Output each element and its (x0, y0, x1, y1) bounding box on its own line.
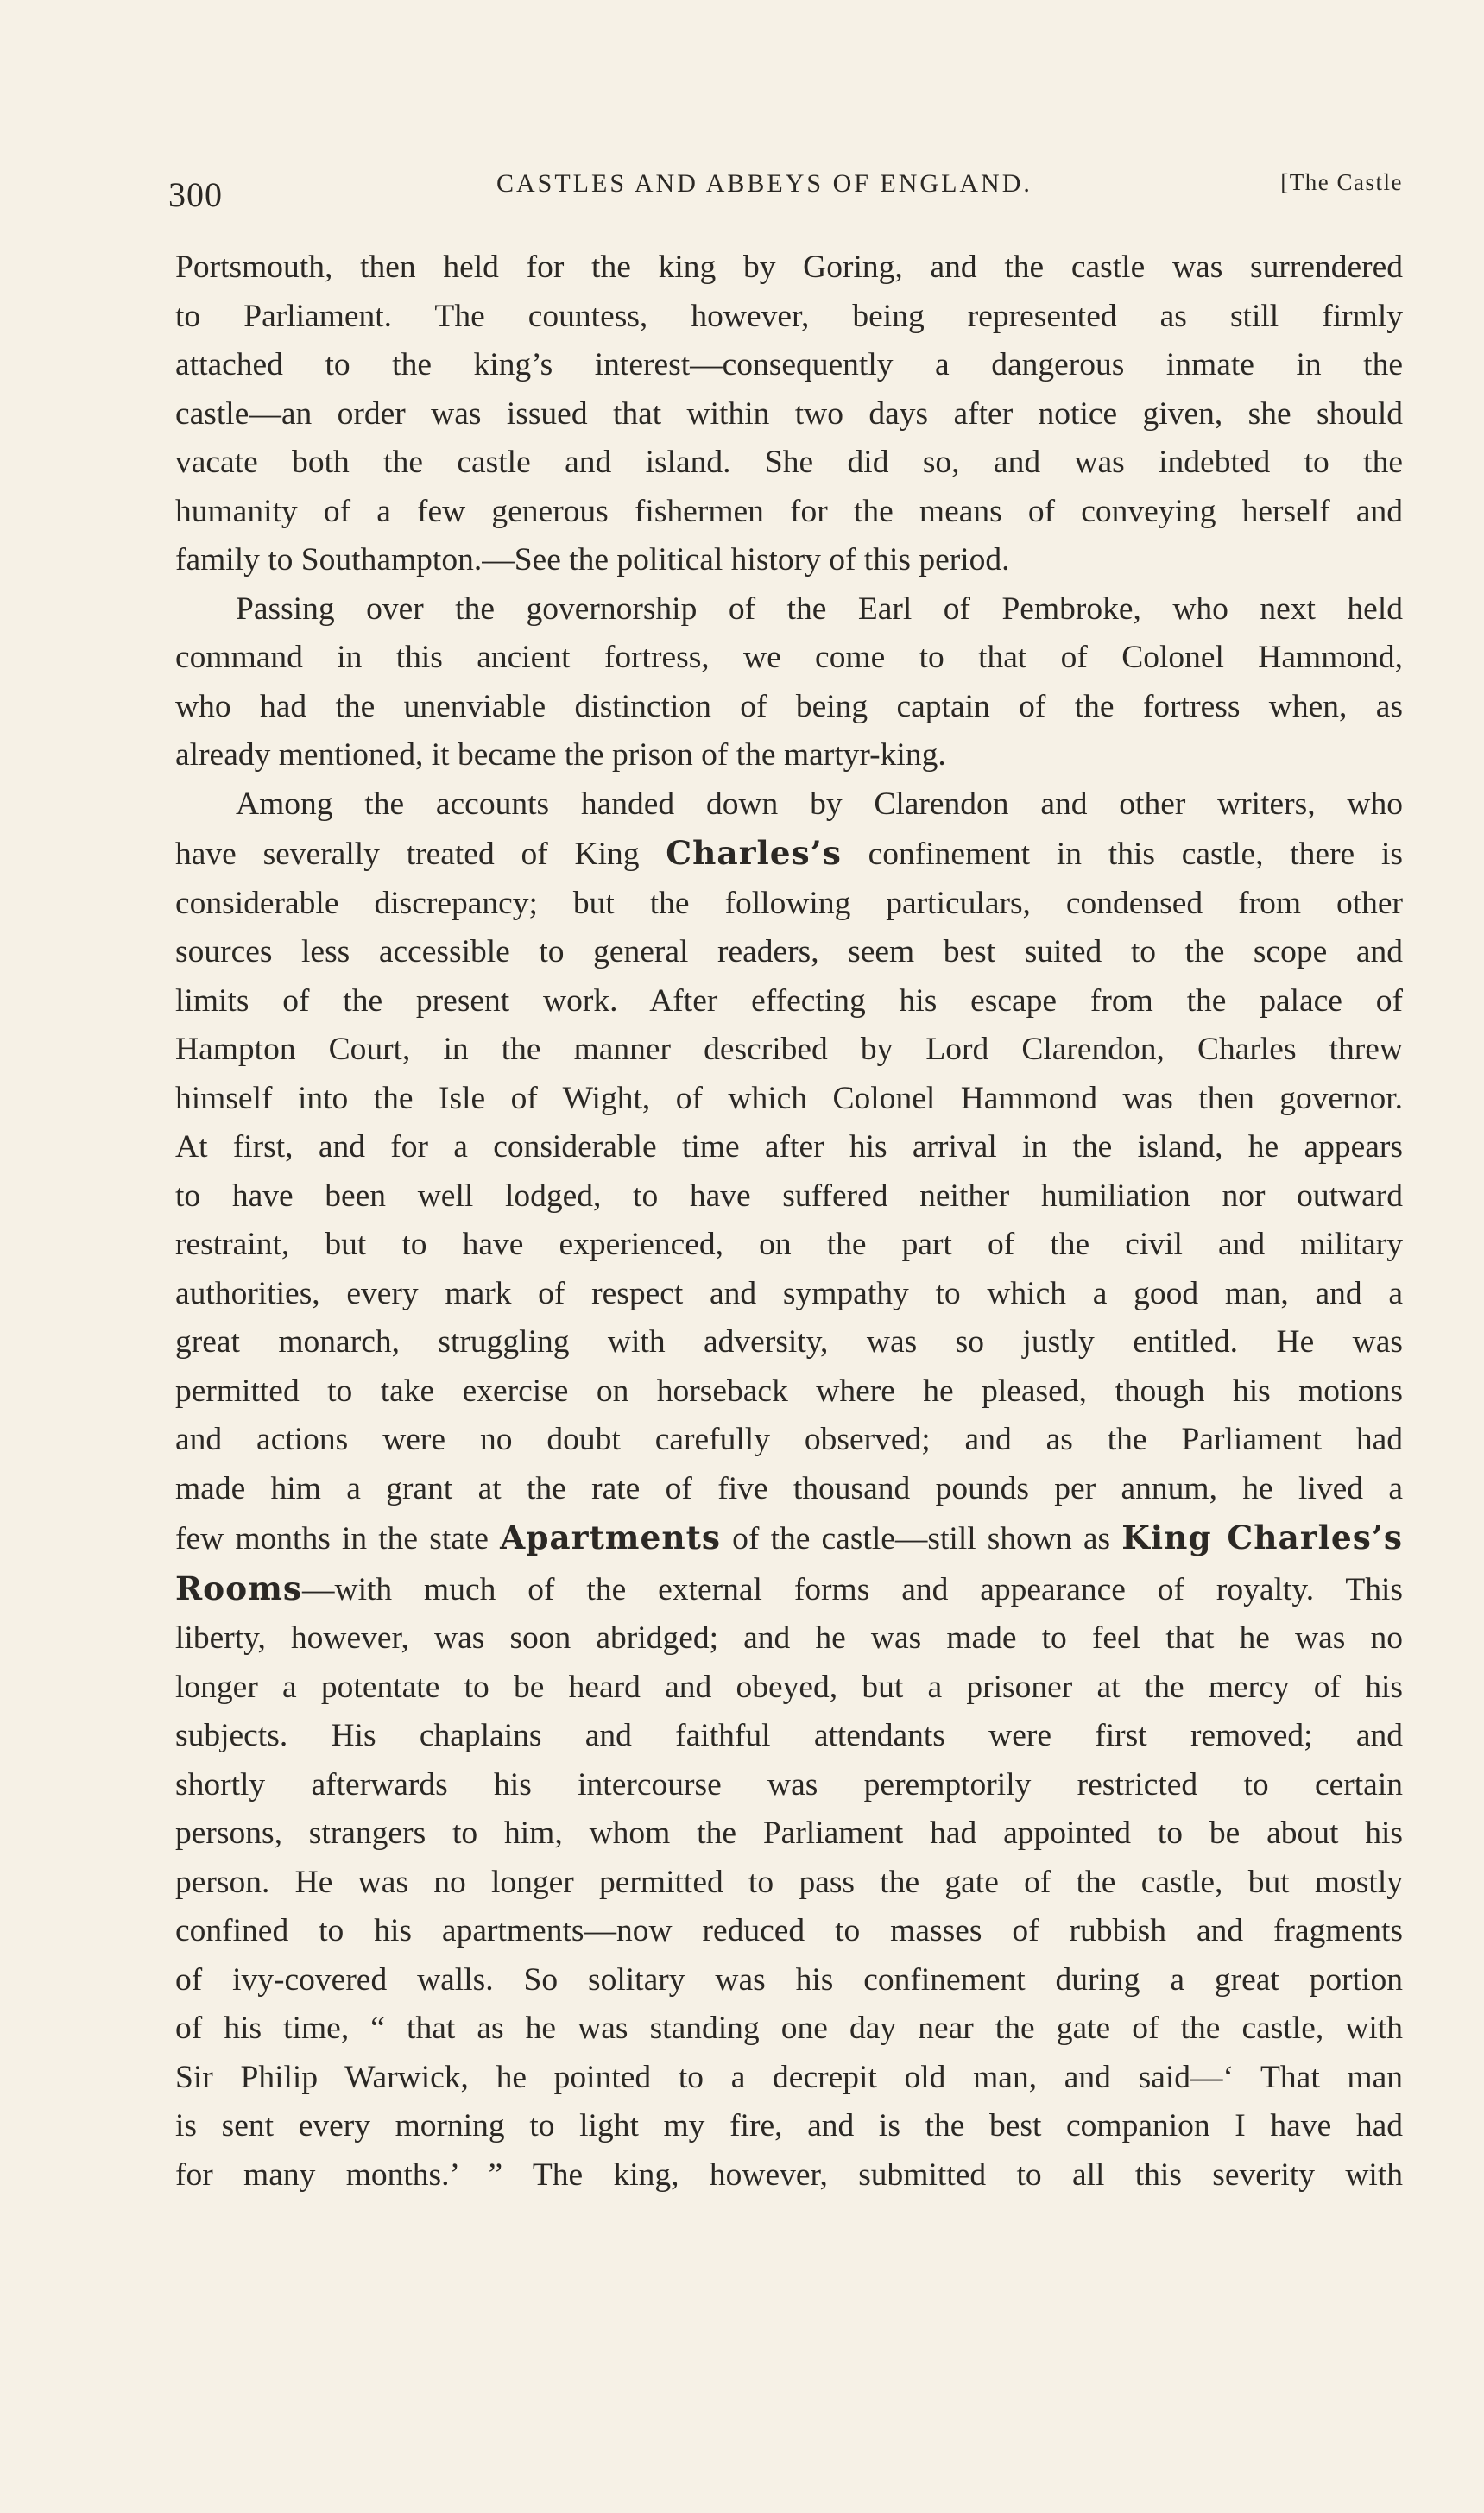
text-line: to Parliament. The countess, however, being represented as still firmly (175, 298, 1403, 334)
text-line: who had the unenviable distinction of being captain of the fortress when, as (175, 688, 1403, 724)
text-line: liberty, however, was soon abridged; and he was made to feel that he was no (175, 1620, 1403, 1656)
text-line: for many months.’ ” The king, however, submitted to all this severity with (175, 2156, 1403, 2193)
text-line: great monarch, struggling with adversity, was so justly entitled. He was (175, 1324, 1403, 1360)
text-line: permitted to take exercise on horseback where he pleased, though his motions (175, 1373, 1403, 1409)
text-line: Hampton Court, in the manner described by Lord Clarendon, Charles threw (175, 1032, 1403, 1067)
text-line: attached to the king’s interest—consequently a dangerous inmate in the (175, 347, 1403, 382)
text-line: longer a potentate to be heard and obeyed, but a prisoner at the mercy of his (175, 1669, 1403, 1705)
text-line: person. He was no longer permitted to pass the gate of the castle, but mostly (175, 1864, 1403, 1900)
text-line: At first, and for a considerable time after his arrival in the island, he appears (175, 1129, 1403, 1165)
text-segment: have severally treated of King (175, 837, 666, 872)
blackletter-word: Rooms (175, 1569, 302, 1607)
text-line (175, 1564, 1403, 1615)
text-segment: few months in the state (175, 1521, 501, 1556)
blackletter-word: King Charles’s (1121, 1519, 1403, 1556)
text-line: family to Southampton.—See the political history of this period. (175, 542, 1010, 578)
running-head (168, 169, 1403, 212)
text-line: sources less accessible to general readers, seem best suited to the scope and (175, 934, 1403, 969)
text-line: to have been well lodged, to have suffered neither humiliation nor outward (175, 1178, 1403, 1214)
text-line (175, 829, 1403, 880)
running-title: CASTLES AND ABBEYS OF ENGLAND. (496, 169, 1032, 198)
text-line: vacate both the castle and island. She did so, and was indebted to the (175, 445, 1403, 480)
text-line: Portsmouth, then held for the king by Goring, and the castle was surrendered (175, 249, 1403, 285)
text-line: Sir Philip Warwick, he pointed to a decrepit old man, and said—‘ That man (175, 2059, 1403, 2095)
text-line: confined to his apartments—now reduced to masses of rubbish and fragments (175, 1913, 1403, 1948)
text-line: made him a grant at the rate of five thousand pounds per annum, he lived a (175, 1470, 1403, 1506)
running-section: [The Castle (1280, 169, 1403, 195)
text-line: is sent every morning to light my fire, and is the best companion I have had (175, 2108, 1403, 2144)
text-segment: of the castle—still shown as (721, 1521, 1122, 1556)
text-line: castle—an order was issued that within two days after notice given, she should (175, 395, 1403, 432)
text-line: of ivy-covered walls. So solitary was his confinement during a great portion (175, 1961, 1403, 1998)
text-line: command in this ancient fortress, we come to that of Colonel Hammond, (175, 640, 1403, 675)
text-line: limits of the present work. After effecting his escape from the palace of (175, 982, 1403, 1019)
text-line: authorities, every mark of respect and sympathy to which a good man, and a (175, 1275, 1403, 1311)
text-line: persons, strangers to him, whom the Parliament had appointed to be about his (175, 1815, 1403, 1851)
text-line: subjects. His chaplains and faithful attendants were first removed; and (175, 1718, 1403, 1753)
page-number: 300 (168, 175, 223, 214)
text-segment: confinement in this castle, there is (841, 837, 1403, 872)
text-line: Among the accounts handed down by Clarendon and other writers, who (236, 786, 1403, 822)
blackletter-word: Charles’s (666, 834, 842, 872)
text-segment: —with much of the external forms and appearance of royalty. This (301, 1571, 1403, 1607)
text-line: humanity of a few generous fishermen for the means of conveying herself and (175, 493, 1403, 529)
text-line: himself into the Isle of Wight, of which Colonel Hammond was then governor. (175, 1080, 1403, 1116)
blackletter-word: Apartments (500, 1519, 722, 1556)
text-line: restraint, but to have experienced, on the part of the civil and military (175, 1227, 1403, 1262)
text-line: considerable discrepancy; but the following particulars, condensed from other (175, 885, 1403, 921)
text-line: and actions were no doubt carefully observed; and as the Parliament had (175, 1422, 1403, 1457)
text-line: already mentioned, it became the prison of the martyr-king. (175, 737, 946, 773)
text-line: Passing over the governorship of the Earl of Pembroke, who next held (236, 590, 1403, 627)
text-line (175, 1513, 1403, 1564)
text-line: shortly afterwards his intercourse was peremptorily restricted to certain (175, 1766, 1403, 1803)
text-line: of his time, “ that as he was standing one day near the gate of the castle, with (175, 2011, 1403, 2046)
body-text (175, 243, 1403, 2200)
